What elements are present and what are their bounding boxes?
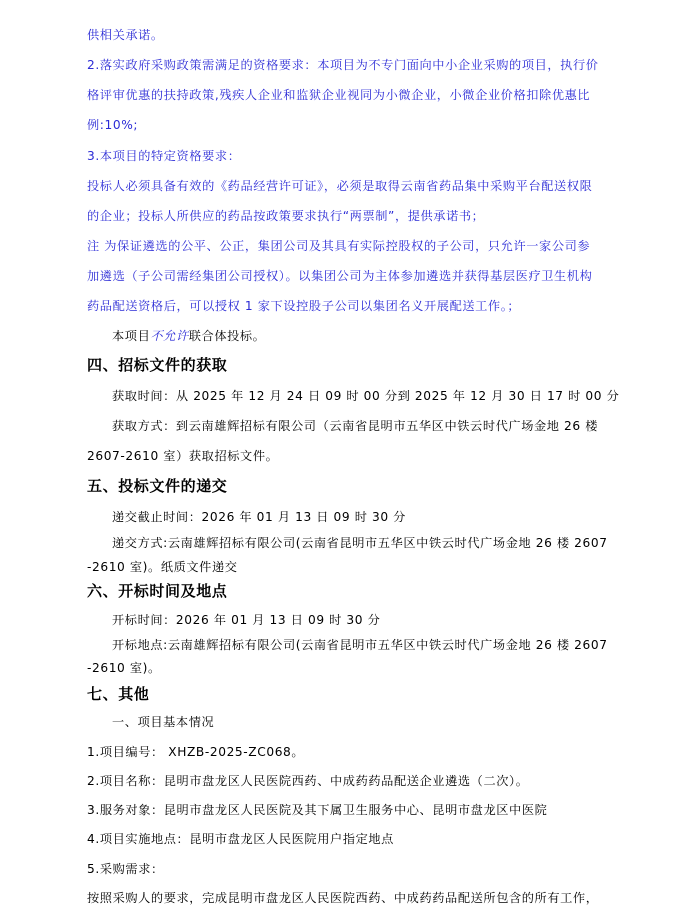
sec4-time: 获取时间：从 2025 年 12 月 24 日 09 时 00 分到 2025 年 12 月 30 日 17 时 00 分 (112, 389, 620, 403)
section-5-heading: 五、投标文件的递交 (87, 477, 228, 495)
text-line: 药品配送资格后，可以授权 1 家下设控股子公司以集团名义开展配送工作。； (87, 299, 521, 313)
section-7-heading: 七、其他 (87, 685, 150, 703)
consortium-line (112, 328, 265, 344)
text-line: 注 为保证遴选的公平、公正，集团公司及其具有实际控股权的子公司，只允许一家公司参 (87, 239, 591, 253)
sec7-item: 2.项目名称：昆明市盘龙区人民医院西药、中成药药品配送企业遴选（二次）。 (87, 774, 529, 788)
consortium-suffix: 联合体投标。 (188, 329, 266, 343)
text-line: 的企业；投标人所供应的药品按政策要求执行“两票制”，提供承诺书； (87, 209, 485, 223)
sec4-method-line2: 2607-2610 室）获取招标文件。 (87, 449, 279, 463)
sec7-item: 1.项目编号： XHZB-2025-ZC068。 (87, 745, 305, 759)
sec6-time: 开标时间：2026 年 01 月 13 日 09 时 30 分 (112, 613, 381, 627)
consortium-emphasis: 不允许 (150, 329, 189, 343)
section-4-heading: 四、招标文件的获取 (87, 356, 228, 374)
consortium-prefix: 本项目 (112, 329, 151, 343)
text-line: 3.本项目的特定资格要求： (87, 149, 241, 163)
sec7-item: 3.服务对象：昆明市盘龙区人民医院及其下属卫生服务中心、昆明市盘龙区中医院 (87, 803, 548, 817)
sec6-place-line2: -2610 室)。 (87, 661, 161, 675)
text-line: 加遴选（子公司需经集团公司授权）。以集团公司为主体参加遴选并获得基层医疗卫生机构 (87, 269, 593, 283)
text-line: 投标人必须具备有效的《药品经营许可证》，必须是取得云南省药品集中采购平台配送权限 (87, 179, 593, 193)
sec7-item: 5.采购需求： (87, 862, 164, 876)
text-line: 例:10%; (87, 118, 139, 132)
text-line: 格评审优惠的扶持政策,残疾人企业和监狱企业视同为小微企业，小微企业价格扣除优惠比 (87, 88, 591, 102)
sec5-method-line2: -2610 室)。纸质文件递交 (87, 560, 238, 574)
sec5-deadline: 递交截止时间：2026 年 01 月 13 日 09 时 30 分 (112, 510, 406, 524)
sec5-method-line1: 递交方式:云南雄辉招标有限公司(云南省昆明市五华区中铁云时代广场金地 26 楼 2607 (112, 536, 608, 550)
text-line: 供相关承诺。 (87, 28, 164, 42)
sec7-item: 按照采购人的要求，完成昆明市盘龙区人民医院西药、中成药药品配送所包含的所有工作， (87, 891, 599, 905)
sec4-method-line1: 获取方式：到云南雄辉招标有限公司（云南省昆明市五华区中铁云时代广场金地 26 楼 (112, 419, 599, 433)
sec7-item: 4.项目实施地点：昆明市盘龙区人民医院用户指定地点 (87, 832, 394, 846)
text-line: 2.落实政府采购政策需满足的资格要求：本项目为不专门面向中小企业采购的项目，执行价 (87, 58, 599, 72)
sec6-place-line1: 开标地点:云南雄辉招标有限公司(云南省昆明市五华区中铁云时代广场金地 26 楼 2607 (112, 638, 608, 652)
section-6-heading: 六、开标时间及地点 (87, 582, 228, 600)
sec7-subheading: 一、项目基本情况 (112, 715, 215, 729)
